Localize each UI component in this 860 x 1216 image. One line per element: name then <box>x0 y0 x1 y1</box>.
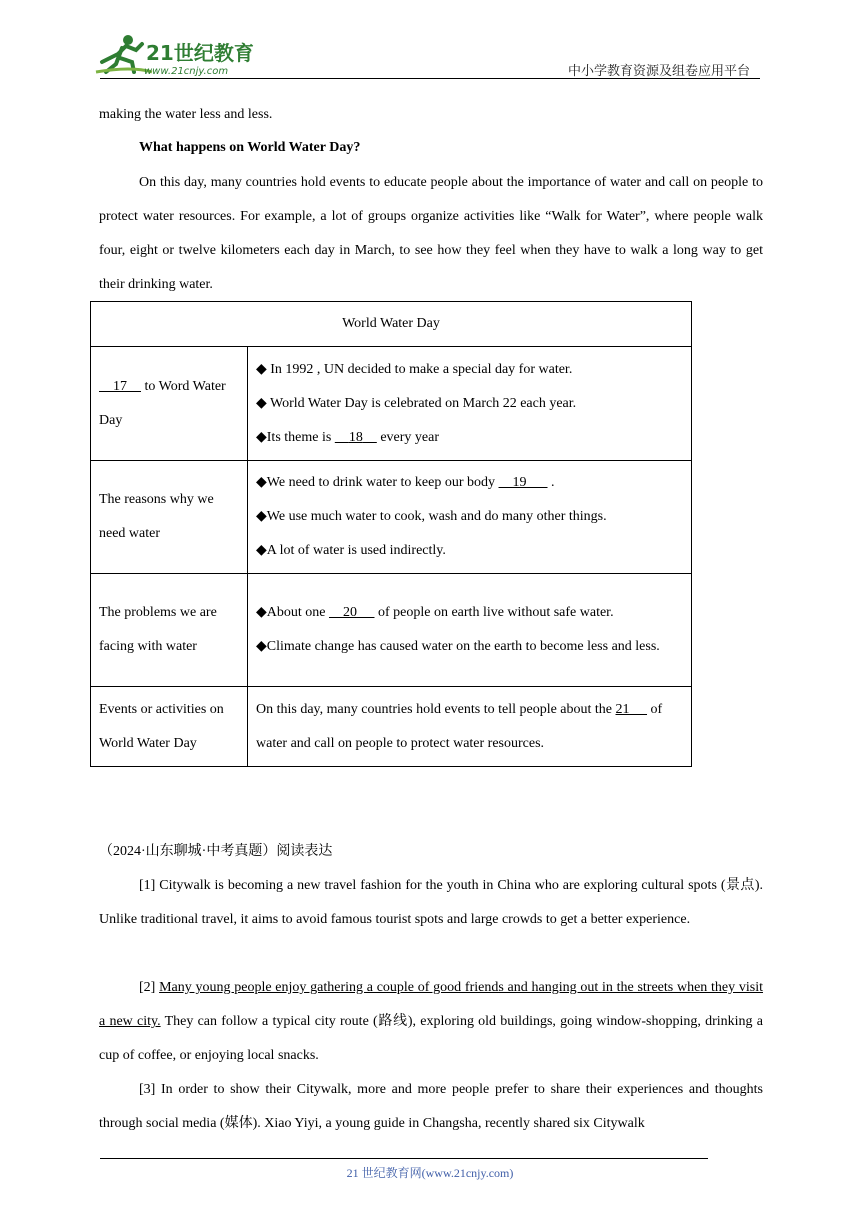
table-row <box>91 347 692 461</box>
blank-20[interactable]: 20 <box>342 605 357 620</box>
bullet-item: ◆ World Water Day is celebrated on March 22 each year. <box>256 395 577 411</box>
row-content <box>248 461 692 574</box>
bullet-item: ◆Climate change has caused water on the earth to become less and less. <box>256 639 660 654</box>
blank-19[interactable]: 19 <box>512 475 527 490</box>
paragraph-1: [1] Citywalk is becoming a new travel fashion for the youth in China who are exploring cultural spots (景点). Unlike traditional travel, it aims to avoid famous tourist spots and large crowds to get a better experience. <box>99 878 763 927</box>
source-line: （2024·山东聊城·中考真题）阅读表达 <box>99 844 333 859</box>
site-logo <box>92 32 262 78</box>
header-divider <box>100 78 760 79</box>
paragraph-2: [2] Many young people enjoy gathering a couple of good friends and hanging out in the streets when they visit a new city. They can follow a typical city route (路线), exploring old buildings, going window-shopping, drinking a cup of coffee, or enjoying local snacks. <box>99 980 764 1063</box>
blank-21[interactable]: 21 <box>615 701 630 717</box>
section-heading: What happens on World Water Day? <box>139 140 361 155</box>
row-content <box>248 347 692 461</box>
world-water-day-table <box>90 301 692 767</box>
bullet-item: ◆About one 20 of people on earth live without safe water. <box>256 605 614 620</box>
runner-logo-icon <box>92 32 262 78</box>
underlined-sentence: Many young people enjoy gathering a couple of good friends and hanging out in the streets when they visit a new city. <box>99 980 763 1029</box>
bullet-item: ◆ In 1992 , UN decided to make a special day for water. <box>256 361 573 377</box>
blank-18[interactable]: 18 <box>348 429 363 445</box>
row-label: Events or activities on World Water Day <box>91 687 248 767</box>
paragraph-3: [3] In order to show their Citywalk, more and more people prefer to share their experiences and thoughts through social media (媒体). Xiao Yiyi, a young guide in Changsha, recently shared six Citywalk <box>99 1082 763 1131</box>
bullet-item: ◆A lot of water is used indirectly. <box>256 543 446 558</box>
row-content <box>248 574 692 687</box>
footer-text: 21 世纪教育网(www.21cnjy.com) <box>346 1166 514 1180</box>
table-title: World Water Day <box>91 302 692 347</box>
svg-text:www.21cnjy.com: www.21cnjy.com <box>144 66 229 77</box>
bullet-item: ◆Its theme is 18 every year <box>256 429 439 445</box>
row-label: The reasons why we need water <box>91 461 248 574</box>
row-label: 17 to Word Water Day <box>91 347 248 461</box>
svg-text:21世纪教育: 21世纪教育 <box>146 41 254 65</box>
blank-17[interactable]: 17 <box>113 378 127 394</box>
intro-line: making the water less and less. <box>99 107 273 122</box>
table-row <box>91 461 692 574</box>
row-content: On this day, many countries hold events to tell people about the 21 of water and call on people to protect water resources. <box>248 687 692 767</box>
footer-divider <box>100 1158 708 1159</box>
bullet-item: ◆We need to drink water to keep our body 19 . <box>256 475 555 490</box>
row-label: The problems we are facing with water <box>91 574 248 687</box>
table-row <box>91 687 692 767</box>
header-platform-text: 中小学教育资源及组卷应用平台 <box>568 63 751 78</box>
bullet-item: ◆We use much water to cook, wash and do many other things. <box>256 509 607 524</box>
table-row <box>91 574 692 687</box>
section-paragraph: On this day, many countries hold events to educate people about the importance of water and call on people to protect water resources. For example, a lot of groups organize activities like “Walk for Water”, where people walk four, eight or twelve kilometers each day in March, to see how they feel when they have to walk a long way to get their drinking water. <box>99 175 763 292</box>
